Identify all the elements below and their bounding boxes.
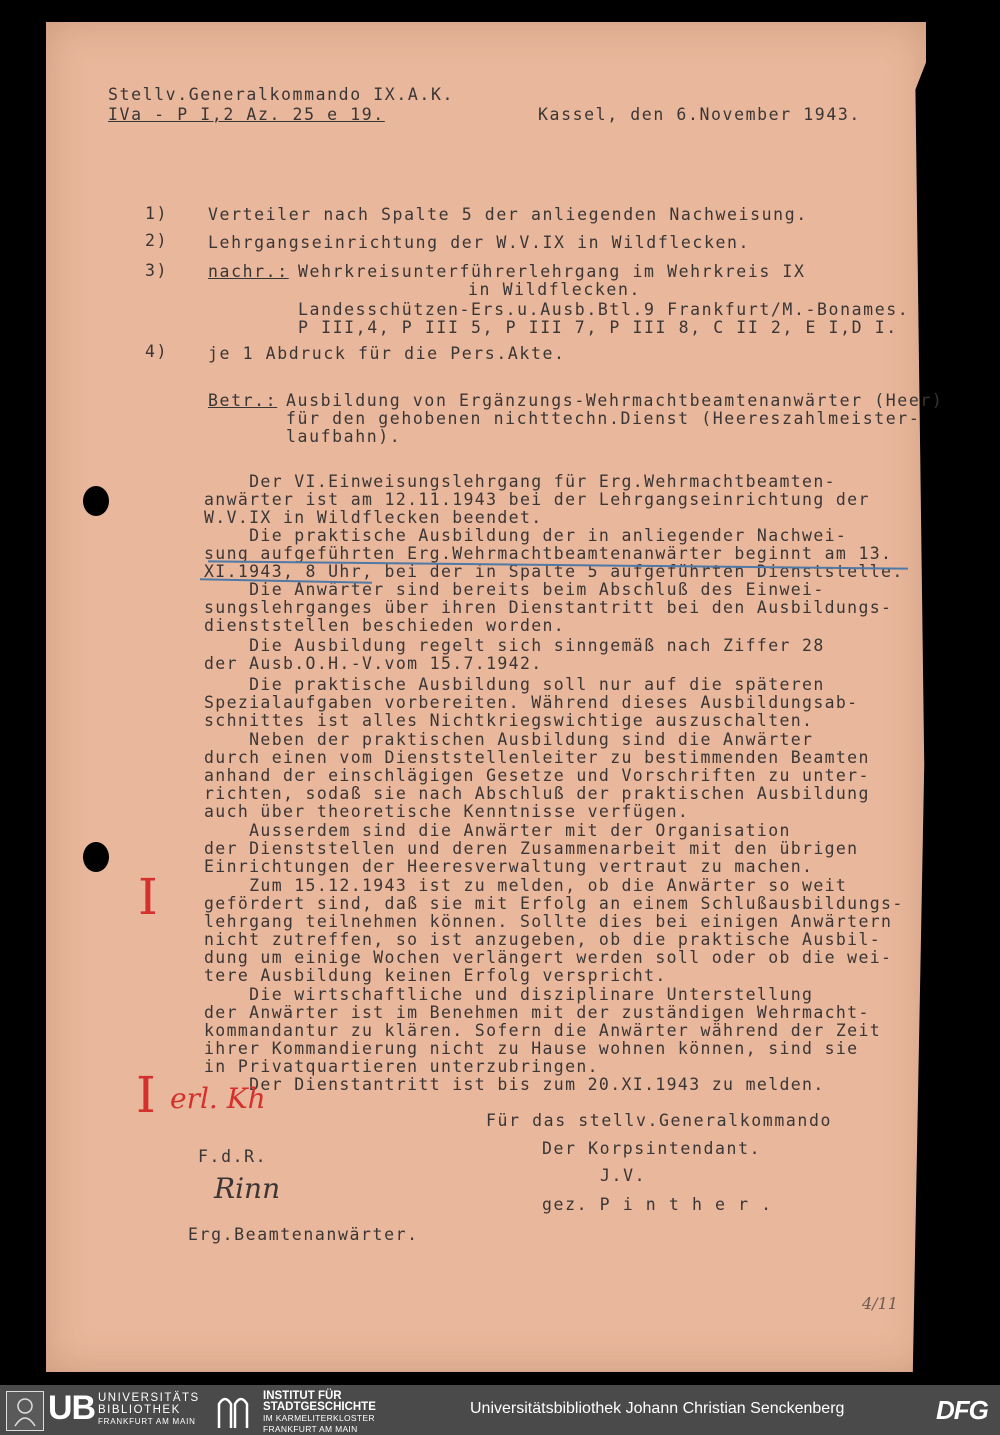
body-line: der Anwärter ist im Benehmen mit der zuständigen Wehrmacht- (204, 1003, 870, 1022)
subject-line: Ausbildung von Ergänzungs-Wehrmachtbeamtenanwärter (Heer) (286, 391, 944, 410)
inst-line: STADTGESCHICHTE (263, 1401, 376, 1413)
body-line: in Privatquartieren unterzubringen. (204, 1057, 599, 1076)
ub-line: FRANKFURT AM MAIN (98, 1417, 196, 1426)
body-line: W.V.IX in Wildflecken beendet. (204, 508, 543, 527)
body-line: durch einen vom Dienststellenleiter zu bestimmenden Beamten (204, 748, 870, 767)
attachment-label: Erg.Beamtenanwärter. (188, 1225, 419, 1244)
fdr-label: F.d.R. (198, 1147, 268, 1166)
pencil-note: 4/11 (862, 1294, 898, 1313)
header-authority: Stellv.Generalkommando IX.A.K. (108, 85, 455, 104)
inst-line: FRANKFURT AM MAIN (263, 1424, 358, 1434)
body-line: lehrgang teilnehmen können. Sollte dies bei einigen Anwärtern (204, 912, 893, 931)
body-line: anwärter ist am 12.11.1943 bei der Lehrgangseinrichtung der (204, 490, 870, 509)
body-line: sungslehrganges über ihren Dienstantritt bei den Ausbildungs- (204, 598, 893, 617)
list-number: 1) (145, 204, 169, 223)
list-item: Wehrkreisunterführerlehrgang im Wehrkreis IX (298, 262, 806, 281)
body-line: Die praktische Ausbildung soll nur auf die späteren (204, 675, 825, 694)
subject-label: Betr.: (208, 391, 278, 410)
red-annotation: I (136, 1066, 156, 1124)
list-item: Lehrgangseinrichtung der W.V.IX in Wildflecken. (208, 233, 751, 252)
university-seal-icon (6, 1391, 44, 1431)
body-line: Die wirtschaftliche und disziplinare Unterstellung (204, 985, 814, 1004)
list-number: 4) (145, 342, 169, 361)
ub-line: BIBLIOTHEK (98, 1404, 181, 1416)
library-name: Universitätsbibliothek Johann Christian Senckenberg (470, 1400, 845, 1417)
list-prefix: nachr.: (208, 262, 289, 281)
institute-logo-icon (213, 1390, 253, 1430)
list-item: je 1 Abdruck für die Pers.Akte. (208, 344, 566, 363)
body-line: tere Ausbildung keinen Erfolg verspricht. (204, 966, 667, 985)
body-line: ihrer Kommandierung nicht zu Hause wohnen können, sind sie (204, 1039, 859, 1058)
body-line: auch über theoretische Kenntnisse verfügen. (204, 802, 690, 821)
list-item: P III,4, P III 5, P III 7, P III 8, C II 2, E I,D I. (298, 318, 898, 337)
body-line: Der VI.Einweisungslehrgang für Erg.Wehrmachtbeamten- (204, 472, 836, 491)
red-annotation: I (138, 868, 158, 926)
red-annotation-note: erl. Kh (170, 1082, 266, 1115)
header-reference: IVa - P I,2 Az. 25 e 19. (108, 105, 385, 124)
place-date: Kassel, den 6.November 1943. (538, 105, 861, 124)
subject-line: für den gehobenen nichttechn.Dienst (Heereszahlmeister- (286, 409, 921, 428)
body-line: Zum 15.12.1943 ist zu melden, ob die Anwärter so weit (204, 876, 848, 895)
body-line: schnittes ist alles Nichtkriegswichtige auszuschalten. (204, 711, 814, 730)
dfg-logo: DFG (936, 1395, 988, 1425)
subject-line: laufbahn). (286, 427, 402, 446)
signature-line: Der Korpsintendant. (542, 1139, 762, 1158)
ub-logo-text (98, 1392, 200, 1428)
body-line: XI.1943, 8 Uhr, bei der in Spalte 5 aufgeführten Dienststelle. (204, 562, 904, 581)
footer-bar (0, 1385, 1000, 1435)
body-line: Ausserdem sind die Anwärter mit der Organisation (204, 821, 791, 840)
list-number: 2) (145, 231, 169, 250)
body-line: Die Ausbildung regelt sich sinngemäß nach Ziffer 28 (204, 636, 825, 655)
body-line: der Dienststellen und deren Zusammenarbeit mit den übrigen (204, 839, 859, 858)
body-line: Spezialaufgaben vorbereiten. Während dieses Ausbildungsab- (204, 693, 859, 712)
body-line: Neben der praktischen Ausbildung sind die Anwärter (204, 730, 814, 749)
signature-line: J.V. (600, 1166, 647, 1185)
punch-hole (83, 842, 109, 872)
body-line: dienststellen beschieden worden. (204, 616, 566, 635)
signature-line: Für das stellv.Generalkommando (486, 1111, 833, 1130)
body-line: Einrichtungen der Heeresverwaltung vertraut zu machen. (204, 857, 814, 876)
list-item: in Wildflecken. (468, 280, 642, 299)
inst-line: INSTITUT FÜR (263, 1390, 342, 1402)
ub-line: UNIVERSITÄTS (98, 1392, 200, 1404)
body-line: sung aufgeführten Erg.Wehrmachtbeamtenanwärter beginnt am 13. (204, 544, 893, 563)
body-line: Die Anwärter sind bereits beim Abschluß des Einwei- (204, 580, 825, 599)
body-line: anhand der einschlägigen Gesetze und Vorschriften zu unter- (204, 766, 870, 785)
body-line: Die praktische Ausbildung der in anliegender Nachwei- (204, 526, 848, 545)
body-line: nicht zutreffen, so ist anzugeben, ob die praktische Ausbil- (204, 930, 882, 949)
inst-line: IM KARMELITERKLOSTER (263, 1413, 375, 1423)
body-line: richten, sodaß sie nach Abschluß der praktischen Ausbildung (204, 784, 870, 803)
signature-line: gez. P i n t h e r . (542, 1195, 773, 1214)
list-item: Verteiler nach Spalte 5 der anliegenden Nachweisung. (208, 205, 808, 224)
body-line: der Ausb.O.H.-V.vom 15.7.1942. (204, 654, 543, 673)
institute-logo-text (263, 1391, 376, 1435)
body-line: gefördert sind, daß sie mit Erfolg an einem Schlußausbildungs- (204, 894, 904, 913)
handwritten-signature: Rinn (214, 1172, 281, 1205)
ub-logo-letters: UB (48, 1389, 96, 1427)
body-line: kommandantur zu klären. Sofern die Anwärter während der Zeit (204, 1021, 882, 1040)
body-line: dung um einige Wochen verlängert werden soll oder ob die wei- (204, 948, 893, 967)
list-number: 3) (145, 261, 169, 280)
list-item: Landesschützen-Ers.u.Ausb.Btl.9 Frankfurt/M.-Bonames. (298, 300, 910, 319)
punch-hole (83, 486, 109, 516)
body-line: Der Dienstantritt ist bis zum 20.XI.1943 zu melden. (204, 1075, 825, 1094)
